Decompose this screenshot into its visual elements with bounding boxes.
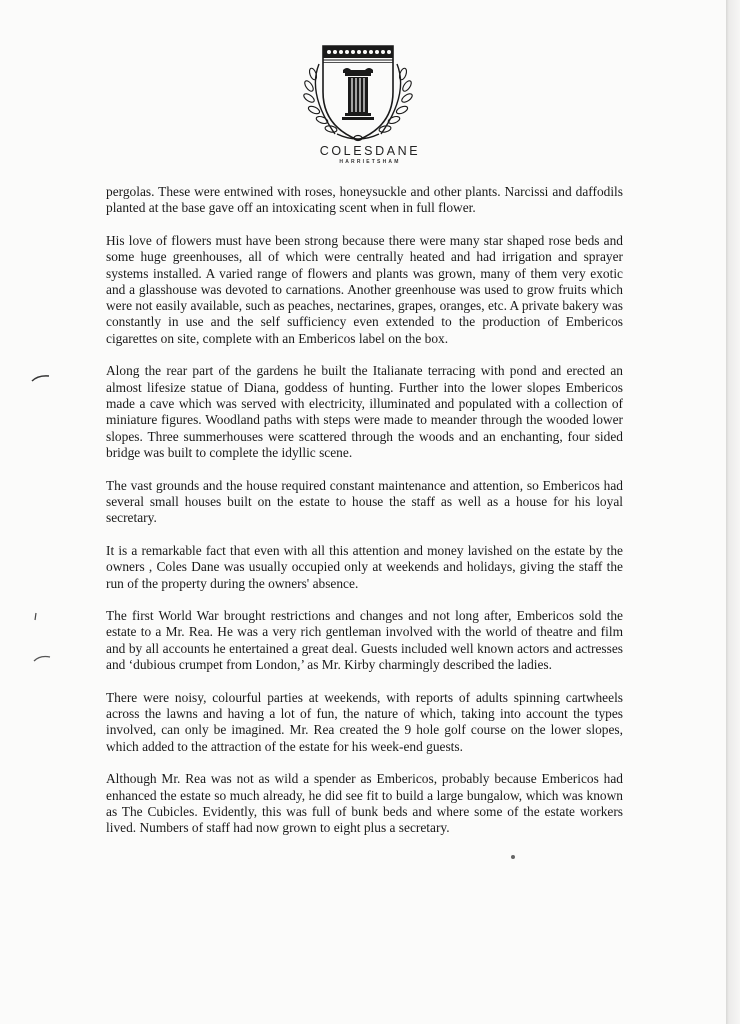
margin-ink-mark (32, 652, 54, 664)
margin-ink-mark (32, 612, 40, 622)
paragraph-6: The first World War brought restrictions and changes and not long after, Embericos sold the estate to a Mr. Rea. He was a very rich gentleman involved with the world of theatre and film and by all accounts he entertained a great deal. Guests included well known actors and actresses and ‘dubious crumpet from London,’ as Mr. Kirby charmingly described the ladies. (106, 608, 623, 673)
document-body (106, 184, 623, 853)
paragraph-4: The vast grounds and the house required constant maintenance and attention, so Embericos had several small houses built on the estate to house the staff as well as a house for his loyal secretary. (106, 477, 623, 526)
colesdane-crest-logo (295, 40, 421, 148)
margin-ink-mark (30, 372, 52, 384)
paragraph-2: His love of flowers must have been strong because there were many star shaped rose beds and some huge greenhouses, all of which were centrally heated and had irrigation and sprayer systems installed. A varied range of flowers and plants was grown, many of them very exotic and a glasshouse was devoted to carnations. Another greenhouse was used to grow fruits which were not easily available, such as peaches, nectarines, grapes, oranges, etc. A private bakery was constantly in use and the self sufficiency even extended to the production of Embericos cigarettes on site, complete with an Embericos label on the box. (106, 232, 623, 346)
paragraph-8: Although Mr. Rea was not as wild a spender as Embericos, probably because Embericos had enhanced the estate so much already, he did see fit to build a large bungalow, which was known as The Cubicles. Evidently, this was full of bunk beds and where some of the estate workers lived. Numbers of staff had now grown to eight plus a secretary. (106, 771, 623, 836)
paragraph-5: It is a remarkable fact that even with all this attention and money lavished on the estate by the owners , Coles Dane was usually occupied only at weekends and holidays, giving the staff the run of the property during the owners' absence. (106, 542, 623, 591)
letterhead-name: COLESDANE (319, 144, 421, 158)
paragraph-3: Along the rear part of the gardens he built the Italianate terracing with pond and erected an almost lifesize statue of Diana, goddess of hunting. Further into the lower slopes Embericos made a cave which was served with electricity, illuminated and populated with a collection of miniature figures. Woodland paths with steps were made to meander through the wooded lower slopes. Three summerhouses were scattered through the woods and an enchanting, four sided bridge was built to complete the idyllic scene. (106, 363, 623, 460)
paragraph-1: pergolas. These were entwined with roses, honeysuckle and other plants. Narcissi and daffodils planted at the base gave off an intoxicating scent when in full flower. (106, 184, 623, 216)
paragraph-7: There were noisy, colourful parties at weekends, with reports of adults spinning cartwheels across the lawns and having a lot of fun, the nature of which, taking into account the types involved, can only be imagined. Mr. Rea created the 9 hole golf course on the lower slopes, which added to the attraction of the estate for his week-end guests. (106, 689, 623, 754)
letterhead-location: HARRIETSHAM (339, 159, 401, 165)
ink-dot (510, 854, 516, 860)
letterhead (0, 144, 740, 166)
